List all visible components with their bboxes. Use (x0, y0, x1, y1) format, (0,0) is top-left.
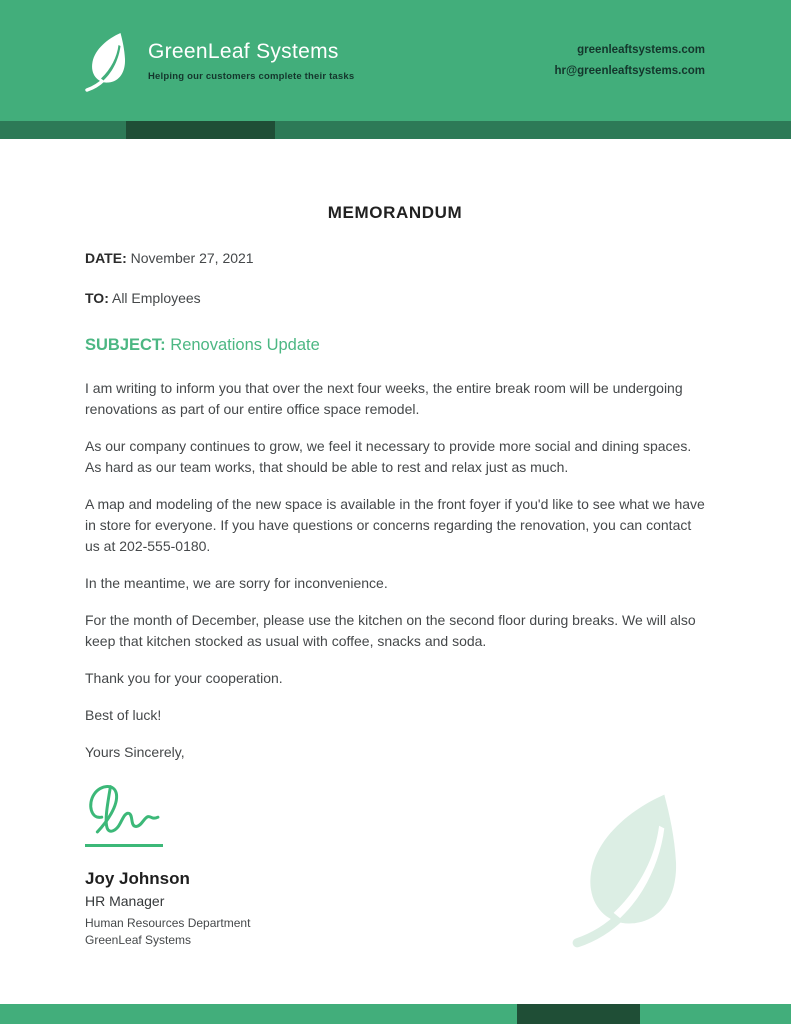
subject-label: SUBJECT: (85, 336, 166, 354)
brand (84, 30, 354, 92)
signer-name: Joy Johnson (85, 869, 190, 888)
memo-paragraph: In the meantime, we are sorry for inconvenience. (85, 575, 388, 591)
handwritten-signature-icon (85, 779, 173, 839)
memo-subject-line (85, 336, 705, 355)
company-email: hr@greenleaftsystems.com (554, 64, 705, 77)
header-accent-stripe (0, 121, 791, 139)
header-accent-stripe-dark-segment (126, 121, 275, 139)
signature-underline (85, 844, 163, 847)
memo-to-line (85, 290, 705, 306)
signature-block (85, 779, 705, 947)
footer-accent-bar-dark-segment (517, 1004, 640, 1024)
memo-closing: Yours Sincerely, (85, 744, 185, 760)
memo-date-line (85, 250, 705, 266)
company-name: GreenLeaf Systems (148, 40, 339, 63)
memo-title: MEMORANDUM (327, 203, 463, 222)
brand-text (148, 39, 354, 82)
memo-paragraph: I am writing to inform you that over the next four weeks, the entire break room will be undergoing renovations as part of our entire office space remodel. (85, 380, 683, 417)
subject-value: Renovations Update (165, 336, 320, 354)
memo-body (0, 139, 791, 947)
footer-accent-bar (0, 1004, 791, 1024)
memo-paragraph: As our company continues to grow, we feel it necessary to provide more social and dining spaces. As hard as our team works, that should be able to rest and relax just as much. (85, 438, 692, 475)
memo-paragraph: A map and modeling of the new space is available in the front foyer if you'd like to see what we have in store for everyone. If you have questions or concerns regarding the renovation, you can contact us at 202-555-0180. (85, 496, 705, 554)
header-contact (554, 40, 705, 82)
to-value: All Employees (108, 290, 201, 306)
memo-paragraph: For the month of December, please use the kitchen on the second floor during breaks. We will also keep that kitchen stocked as usual with coffee, snacks and soda. (85, 612, 696, 649)
to-label: TO: (85, 290, 109, 306)
memo-paragraph: Thank you for your cooperation. (85, 670, 283, 686)
signer-title: HR Manager (85, 893, 165, 909)
memo-paragraph: Best of luck! (85, 707, 162, 723)
company-website: greenleaftsystems.com (577, 43, 705, 56)
company-tagline: Helping our customers complete their tasks (148, 71, 355, 82)
date-label: DATE: (85, 250, 127, 266)
letterhead-header (0, 0, 791, 121)
date-value: November 27, 2021 (126, 250, 254, 266)
leaf-icon (84, 32, 136, 92)
signer-company: GreenLeaf Systems (85, 933, 192, 947)
signer-department: Human Resources Department (85, 916, 251, 930)
